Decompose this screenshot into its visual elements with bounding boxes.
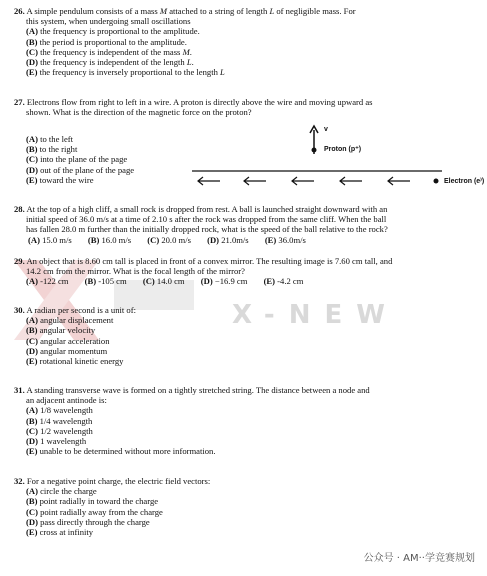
option-a: (A) circle the charge [26, 486, 97, 497]
option-a: (A) to the left [26, 134, 74, 144]
stem-text: 14.2 cm from the mirror. What is the focal length of the mirror? [26, 266, 245, 277]
option-b: (B) to the right [26, 144, 78, 155]
option-e: (E) cross at infinity [26, 527, 94, 538]
question-26 [14, 6, 474, 77]
question-30 [14, 305, 314, 366]
option-c: (C) 1/2 wavelength [26, 425, 93, 436]
option-d: (D) out of the plane of the page [26, 164, 135, 175]
question-29 [14, 256, 479, 287]
option-a: (A) angular displacement [26, 315, 114, 326]
stem-text: this system, when undergoing small oscillations [26, 16, 191, 27]
stem-text: attached to a string of length [167, 6, 270, 16]
option-a: (A) the frequency is proportional to the amplitude. [26, 26, 200, 37]
question-number: 29. [14, 256, 25, 266]
stem-text: At the top of a high cliff, a small rock is dropped from rest. A ball is launched straight downward with an [26, 204, 388, 214]
wire-line [192, 167, 442, 175]
option-d: (D) angular momentum [26, 345, 108, 356]
option-b: (B) -105 cm [84, 276, 127, 287]
option-a: (A) -122 cm [26, 276, 69, 287]
stem-var: L [269, 6, 275, 16]
stem-text: An object that is 8.60 cm tall is placed in front of a convex mirror. The resulting image is 7.60 cm tall, and [26, 256, 393, 266]
question-28 [14, 204, 479, 245]
option-d: (D) 21.0m/s [207, 234, 249, 245]
question-number: 32. [14, 476, 25, 486]
stem-text: of negligible mass. For [274, 6, 356, 16]
question-27 [14, 97, 474, 117]
stem-text: For a negative point charge, the electric field vectors: [26, 476, 211, 486]
stem-text: A standing transverse wave is formed on a tightly stretched string. The distance between a node and [26, 385, 370, 395]
option-b: (B) 16.0 m/s [87, 234, 132, 245]
velocity-label: v [324, 126, 328, 133]
proton-label: Proton (p⁺) [324, 146, 362, 153]
question-number: 30. [14, 305, 25, 315]
option-c: (C) 20.0 m/s [147, 234, 191, 245]
option-c: (C) 14.0 cm [142, 276, 185, 287]
option-e: (E) unable to be determined without more information. [26, 446, 216, 457]
option-c: (C) angular acceleration [26, 335, 110, 346]
stem-text: A simple pendulum consists of a mass [26, 6, 160, 16]
stem-text: shown. What is the direction of the magnetic force on the proton? [26, 107, 252, 118]
stem-text: an adjacent antinode is: [26, 395, 107, 406]
option-e: (E) -4.2 cm [263, 276, 304, 287]
electron-label: Electron (e⁾) [444, 178, 485, 185]
option-d: (D) −16.9 cm [200, 276, 248, 287]
option-c: (C) into the plane of the page [26, 154, 128, 165]
option-d: (D) 1 wavelength [26, 436, 87, 447]
watermark-text: X-NEW [232, 300, 399, 330]
electron-flow-arrows [192, 176, 432, 186]
option-a: (A) 1/8 wavelength [26, 405, 93, 416]
footer-watermark: 公众号 · AM··学竞赛规划 [363, 553, 475, 564]
question-32 [14, 476, 414, 537]
proton-dot-icon [306, 145, 318, 155]
option-b: (B) the period is proportional to the amplitude. [26, 36, 187, 47]
option-b: (B) angular velocity [26, 325, 96, 336]
option-d: (D) pass directly through the charge [26, 516, 150, 527]
option-e: (E) toward the wire [26, 174, 94, 185]
option-e: (E) rotational kinetic energy [26, 356, 124, 367]
question-31 [14, 385, 474, 456]
stem-var: M [159, 6, 168, 16]
question-number: 27. [14, 97, 25, 107]
stem-text: Electrons flow from right to left in a wire. A proton is directly above the wire and moving upward as [26, 97, 373, 107]
question-number: 31. [14, 385, 25, 395]
electron-dot-icon [432, 176, 442, 186]
option-b: (B) point radially in toward the charge [26, 496, 159, 507]
stem-text: A radian per second is a unit of: [26, 305, 136, 315]
option-e: (E) the frequency is inversely proportional to the length L [26, 67, 225, 78]
stem-text: initial speed of 36.0 m/s at a time of 2.10 s after the rock was dropped from the same cliff. When the ball [26, 214, 387, 225]
option-c: (C) the frequency is independent of the mass M. [26, 46, 192, 57]
question-number: 28. [14, 204, 25, 214]
question-number: 26. [14, 6, 25, 16]
option-c: (C) point radially away from the charge [26, 506, 163, 517]
option-b: (B) 1/4 wavelength [26, 415, 93, 426]
option-a: (A) 15.0 m/s [28, 234, 72, 245]
option-d: (D) the frequency is independent of the length L. [26, 57, 194, 68]
option-e: (E) 36.0m/s [264, 234, 306, 245]
stem-text: has fallen 28.0 m further than the initially dropped rock, what is the speed of the ball relative to the rock? [26, 224, 388, 235]
